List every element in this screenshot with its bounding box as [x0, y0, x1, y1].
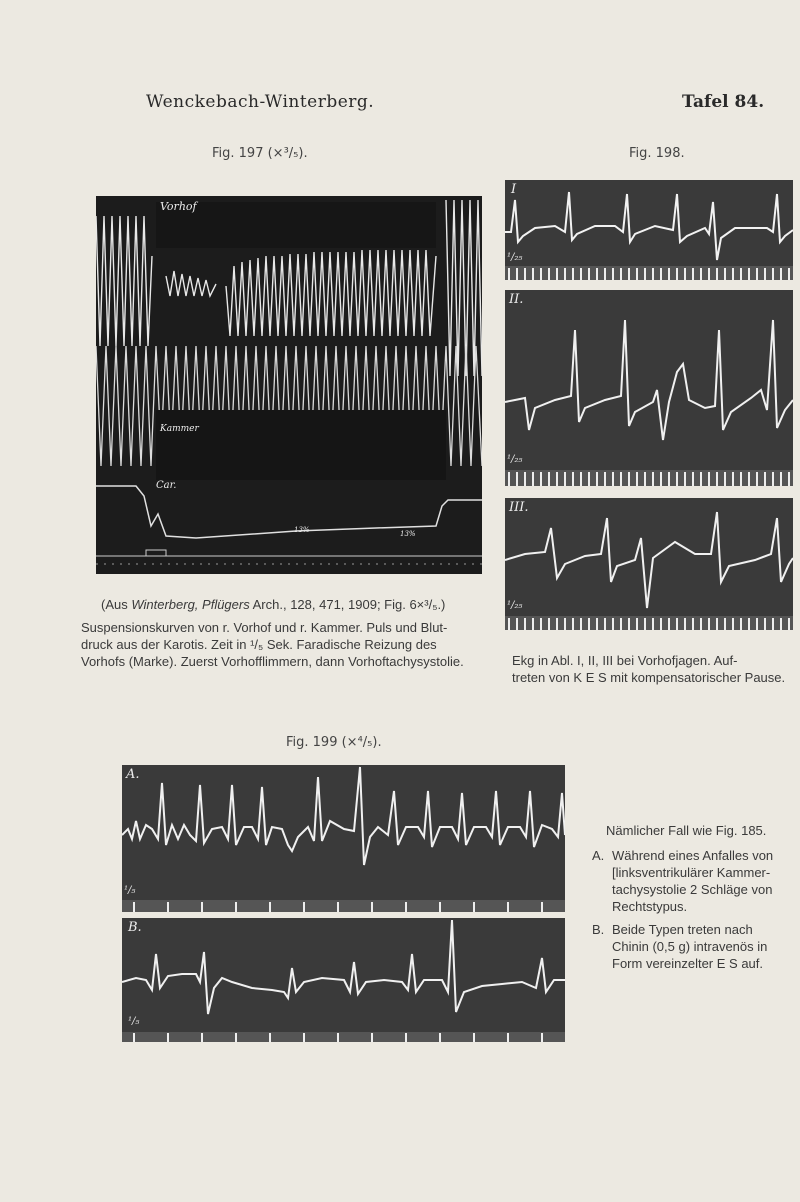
fig199-item-line: Chinin (0,5 g) intravenös in: [612, 939, 768, 954]
fig198-strip-III-drawing: [505, 498, 793, 630]
fig199-item-letter: A.: [592, 848, 605, 863]
fig197-kymograph-drawing: [96, 196, 482, 574]
fig199-item-A: [592, 847, 798, 915]
fig198-time-II: ¹/₂₅: [507, 454, 523, 465]
fig199-item-letter: B.: [592, 922, 605, 937]
fig197-source-author: Winterberg, Pflügers: [131, 597, 250, 612]
fig198-caption-line: Ekg in Abl. I, II, III bei Vorhofjagen. Auf-: [512, 653, 738, 668]
fig198-strip-II-drawing: [505, 290, 793, 486]
fig199-item-B: [592, 921, 798, 972]
fig197-caption-line: Vorhofs (Marke). Zuerst Vorhofflimmern, dann Vorhoftachysystolie.: [81, 654, 464, 669]
fig197-label: Fig. 197 (×³/₅).: [212, 146, 308, 161]
running-head-authors: Wenckebach-Winterberg.: [146, 92, 375, 112]
fig199-strip-B: [122, 918, 565, 1042]
fig197-mark-a: 13%: [294, 526, 310, 534]
fig197-label-kammer: Kammer: [160, 424, 199, 434]
fig197-label-carotis: Car.: [156, 480, 177, 491]
fig199-item-text: [612, 847, 773, 915]
fig199-label: Fig. 199 (×⁴/₅).: [286, 735, 382, 750]
plate-number: Tafel 84.: [682, 92, 765, 112]
fig199-strip-B-drawing: [122, 918, 565, 1042]
fig199-strip-A: [122, 765, 565, 912]
fig198-strip-I-drawing: [505, 180, 793, 280]
fig199-caption: [592, 822, 798, 972]
fig197-caption-line: Suspensionskurven von r. Vorhof und r. Kammer. Puls und Blut-: [81, 620, 448, 635]
fig198-caption: [512, 652, 798, 686]
fig198-lead-I: I: [511, 182, 517, 197]
fig198-label: Fig. 198.: [629, 146, 685, 161]
fig199-lead-A: A.: [126, 767, 140, 782]
fig197-source-rest: Arch., 128, 471, 1909; Fig. 6×³/₅.): [249, 597, 446, 612]
fig197-kymograph-image: [96, 196, 482, 574]
fig199-item-text: [612, 921, 767, 972]
fig198-caption-line: treten von K E S mit kompensatorischer Pause.: [512, 670, 786, 685]
fig198-strip-I: [505, 180, 793, 280]
fig199-time-B: ¹/₅: [128, 1016, 140, 1027]
fig198-lead-III: III.: [509, 500, 529, 515]
fig199-strip-A-drawing: [122, 765, 565, 912]
fig197-mark-b: 13%: [400, 530, 416, 538]
fig199-time-A: ¹/₅: [124, 885, 136, 896]
fig199-item-line: Beide Typen treten nach: [612, 922, 753, 937]
fig197-caption-line: druck aus der Karotis. Zeit in ¹/₅ Sek. Faradische Reizung des: [81, 637, 437, 652]
fig199-item-line: Form vereinzelter E S auf.: [612, 956, 763, 971]
fig199-item-line: Während eines Anfalles von: [612, 848, 774, 863]
fig197-source-prefix: (Aus: [101, 597, 132, 612]
fig197-label-vorhof: Vorhof: [160, 200, 197, 213]
fig198-time-I: ¹/₂₅: [507, 252, 523, 263]
fig197-caption: [81, 619, 481, 670]
fig199-intro: Nämlicher Fall wie Fig. 185.: [606, 823, 767, 838]
fig198-strip-III: [505, 498, 793, 630]
fig199-item-line: Rechtstypus.: [612, 899, 688, 914]
fig198-strip-II: [505, 290, 793, 486]
fig199-item-line: tachysystolie 2 Schläge von: [612, 882, 773, 897]
fig198-time-III: ¹/₂₅: [507, 600, 523, 611]
fig197-source: [101, 596, 481, 613]
fig199-item-line: [linksventrikulärer Kammer-: [612, 865, 771, 880]
fig198-lead-II: II.: [509, 292, 524, 307]
fig199-lead-B: B.: [128, 920, 142, 935]
